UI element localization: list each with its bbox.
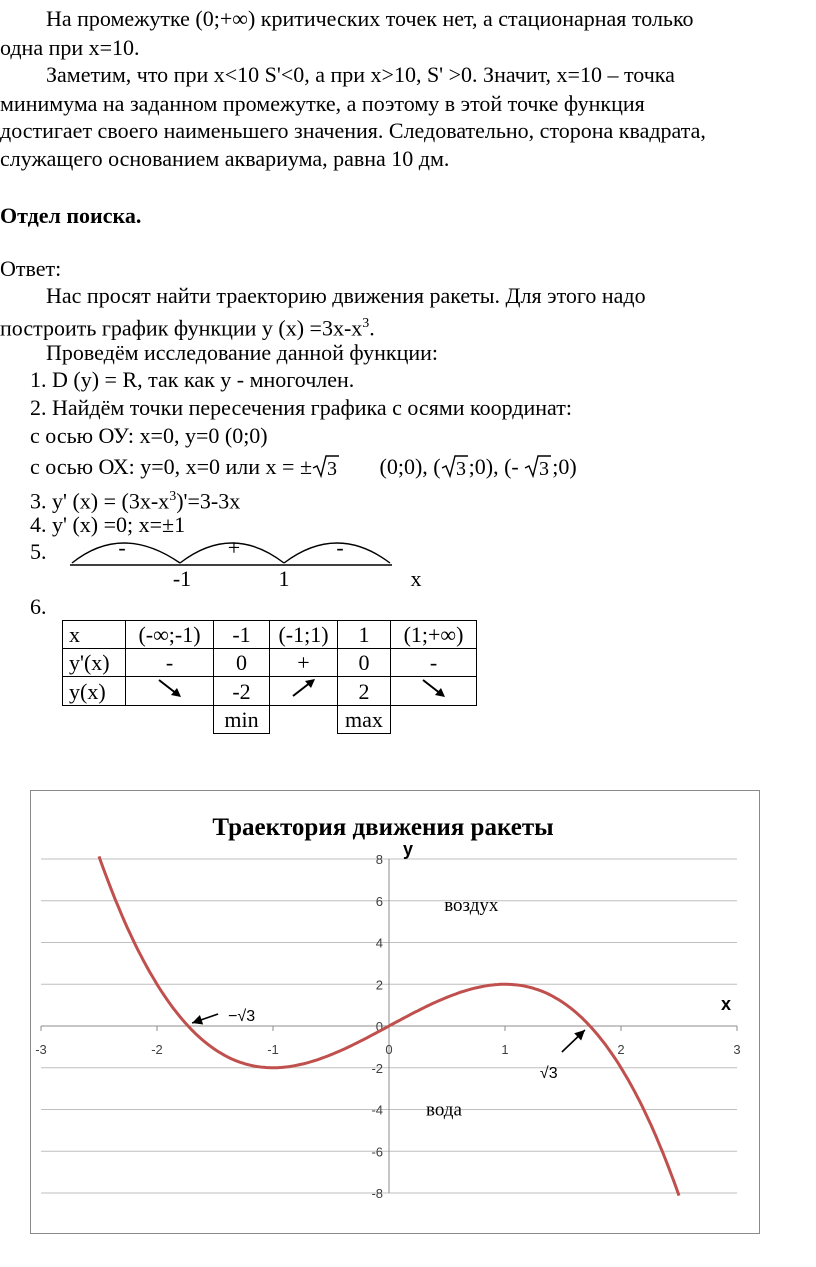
- sqrt-3-symbol: [441, 454, 469, 485]
- neg-sqrt3-label: −√3: [228, 1008, 256, 1025]
- answer-label: Ответ:: [0, 256, 62, 281]
- x-tick-label: -3: [35, 1042, 47, 1057]
- y-tick-label: 8: [375, 852, 383, 867]
- sqrt-3-symbol: [524, 454, 552, 485]
- ox-points: ;0), (-: [468, 454, 525, 479]
- pos-root-arrow-icon: [562, 1030, 585, 1052]
- sign-label: +: [227, 535, 241, 560]
- y-axis-label: y: [403, 839, 414, 859]
- intersection-oy: с осью ОУ: x=0, y=0 (0;0): [30, 423, 268, 448]
- sqrt-3-symbol: [312, 454, 340, 485]
- table-cell: [391, 706, 477, 734]
- table-cell: min: [214, 706, 270, 734]
- derivative-text: )'=3-3x: [176, 488, 241, 514]
- table-cell: (1;+∞): [391, 621, 477, 649]
- intersection-ox: [30, 452, 577, 481]
- text-line: На промежутке (0;+∞) критических точек нет, а стационарная только: [46, 6, 694, 31]
- step-3: [30, 482, 241, 514]
- exponent: 3: [362, 316, 370, 331]
- x-tick-label: 0: [385, 1042, 393, 1057]
- x-tick-label: 1: [501, 1042, 509, 1057]
- y-tick-label: -2: [371, 1060, 383, 1076]
- table-cell: 2: [338, 677, 391, 706]
- sqrt-arg: 3: [327, 458, 338, 478]
- x-tick-label: -2: [151, 1042, 163, 1057]
- derivative-text: 3. y' (x) = (3x-x: [30, 488, 170, 514]
- ox-text: с осью ОХ: y=0, x=0 или x = ±: [30, 454, 313, 479]
- table-cell: 0: [214, 649, 270, 677]
- table-cell: y(x): [63, 677, 126, 706]
- y-tick-label: -8: [371, 1186, 383, 1201]
- table-cell: 1: [338, 621, 391, 649]
- y-tick-label: -6: [371, 1144, 383, 1160]
- sign-label: -: [118, 535, 126, 560]
- y-tick-label: -4: [371, 1102, 383, 1118]
- text-line: минимума на заданном промежутке, а поэтому в этой точке функция: [0, 91, 645, 116]
- water-label: вода: [426, 1099, 462, 1121]
- table-cell: x: [63, 621, 126, 649]
- table-cell: (-1;1): [270, 621, 338, 649]
- text-line: одна при x=10.: [0, 35, 140, 60]
- table-cell: [270, 706, 338, 734]
- table-cell: -1: [214, 621, 270, 649]
- sign-diagram: [62, 531, 442, 593]
- x-tick-label: 3: [733, 1042, 741, 1057]
- step-2: 2. Найдём точки пересечения графика с осями координат:: [30, 395, 572, 420]
- table-cell: max: [338, 706, 391, 734]
- x-axis-label: x: [721, 994, 732, 1014]
- arrow-head: [192, 1015, 203, 1024]
- table-cell: [126, 706, 214, 734]
- sqrt-arg: 3: [455, 458, 466, 478]
- critical-point-label: -1: [172, 566, 192, 591]
- sqrt-arg: 3: [539, 458, 550, 478]
- table-row: [63, 649, 477, 677]
- text-line: служащего основанием аквариума, равна 10 дм.: [0, 146, 450, 171]
- section-heading: Отдел поиска.: [0, 203, 142, 228]
- step-4: 4. y' (x) =0; x=±1: [30, 512, 186, 537]
- air-label: воздух: [444, 894, 499, 916]
- period: .: [369, 315, 375, 341]
- table-row: [63, 677, 477, 706]
- step-5: 5.: [30, 539, 47, 564]
- table-cell: 0: [338, 649, 391, 677]
- y-tick-label: 0: [375, 1019, 383, 1034]
- table-row: [63, 621, 477, 649]
- study-intro: Проведём исследование данной функции:: [46, 340, 439, 365]
- step-6: 6.: [30, 594, 47, 619]
- y-tick-label: 6: [375, 893, 383, 909]
- x-tick-label: 2: [617, 1042, 625, 1057]
- table-cell: -: [126, 649, 214, 677]
- decreasing-arrow-icon: [391, 677, 477, 706]
- text-line: Нас просят найти траекторию движения ракеты. Для этого надо: [46, 283, 646, 308]
- increasing-arrow-icon: [270, 677, 338, 706]
- sign-label: -: [336, 535, 344, 560]
- table-cell: [63, 706, 126, 734]
- ox-points: ;0): [552, 454, 577, 479]
- table-row: [63, 706, 477, 734]
- chart: [30, 790, 760, 1234]
- interval-arc: [72, 543, 180, 563]
- table-cell: y'(x): [63, 649, 126, 677]
- text-line: достигает своего наименьшего значения. Следовательно, сторона квадрата,: [0, 118, 706, 143]
- chart-title: Траектория движения ракеты: [212, 814, 554, 841]
- decreasing-arrow-icon: [126, 677, 214, 706]
- table-cell: -2: [214, 677, 270, 706]
- ox-points: (0;0), (: [379, 454, 441, 479]
- table-cell: (-∞;-1): [126, 621, 214, 649]
- chart-svg: [31, 791, 759, 1233]
- y-tick-label: 2: [375, 977, 383, 993]
- critical-point-label: 1: [278, 566, 290, 591]
- exponent: 3: [169, 489, 177, 504]
- text-line: Заметим, что при x<10 S'<0, а при x>10, S' >0. Значит, x=10 – точка: [46, 62, 675, 87]
- text-line: [0, 309, 375, 341]
- pos-sqrt3-label: √3: [539, 1065, 558, 1082]
- axis-label: x: [410, 566, 422, 591]
- step-1: 1. D (y) = R, так как y - многочлен.: [30, 367, 355, 392]
- table-cell: +: [270, 649, 338, 677]
- neg-root-arrow-icon: [192, 1014, 218, 1024]
- y-tick-label: 4: [375, 935, 383, 951]
- table-cell: -: [391, 649, 477, 677]
- study-table: [62, 620, 477, 734]
- formula-text: построить график функции y (x) =3x-x: [0, 315, 363, 341]
- x-tick-label: -1: [267, 1042, 279, 1057]
